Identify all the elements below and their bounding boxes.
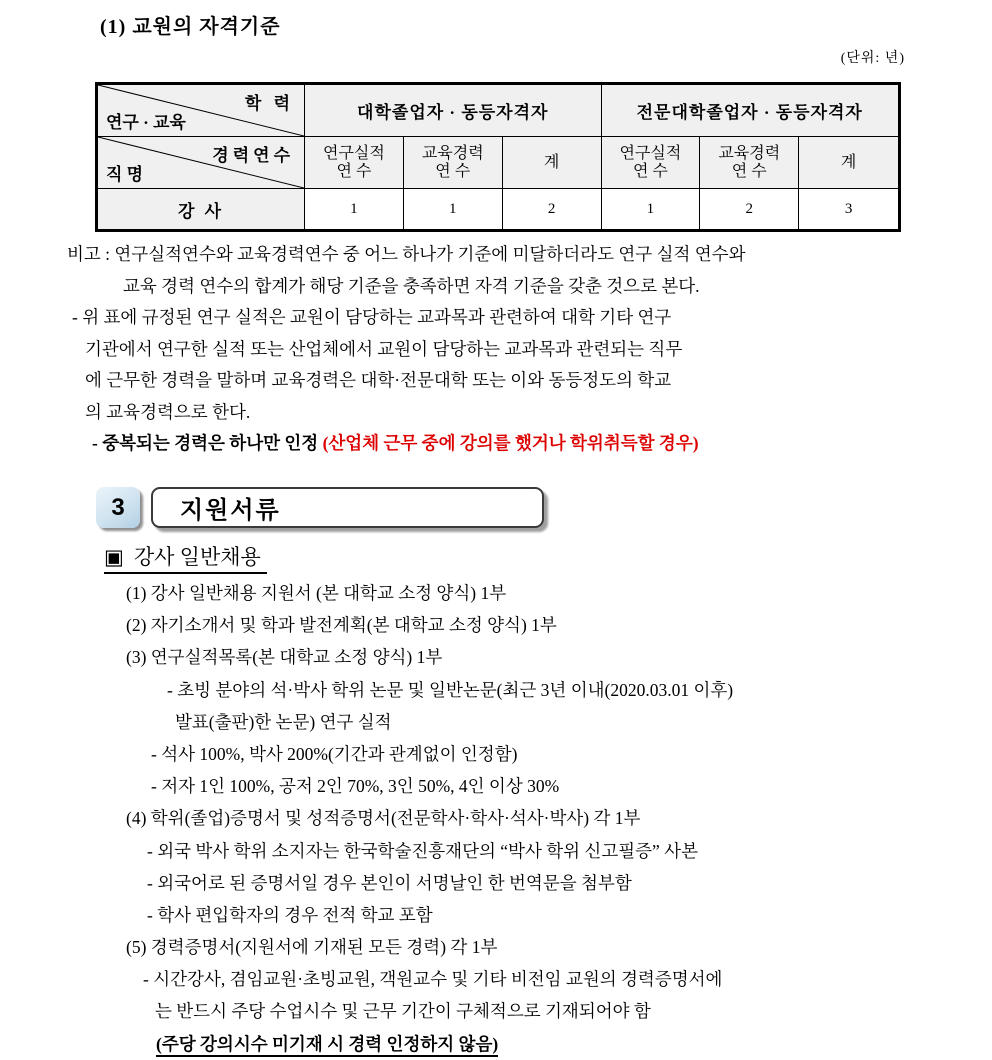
unit-note: (단위: 년) bbox=[840, 51, 905, 66]
subheader-research-years-2 bbox=[602, 137, 701, 189]
corner-label-career-years: 경력연수 bbox=[212, 146, 294, 165]
subsection-heading bbox=[104, 541, 267, 571]
subheader-line: 계 bbox=[840, 153, 857, 171]
note-line-duplicate-career bbox=[0, 428, 992, 460]
table-value: 2 bbox=[700, 189, 799, 229]
subheader-line: 연구실적 bbox=[619, 144, 682, 162]
subheader-line: 연 수 bbox=[632, 162, 668, 180]
subheader-line: 교육경력 bbox=[421, 144, 484, 162]
subheader-line: 연 수 bbox=[336, 162, 372, 180]
document-line: 발표(출판)한 논문) 연구 실적 bbox=[175, 711, 392, 732]
document-line: (3) 연구실적목록(본 대학교 소정 양식) 1부 bbox=[126, 647, 443, 668]
note-red-warning: (산업체 근무 중에 강의를 했거나 학위취득할 경우) bbox=[322, 433, 699, 453]
square-bullet-icon: ▣ bbox=[104, 545, 124, 569]
column-group-college-grad: 전문대학졸업자 · 동등자격자 bbox=[602, 85, 899, 137]
document-line: 는 반드시 주당 수업시수 및 근무 기간이 구체적으로 기재되어야 함 bbox=[155, 1001, 651, 1022]
subheader-education-years-1 bbox=[404, 137, 503, 189]
table-value: 1 bbox=[602, 189, 701, 229]
qualification-table bbox=[95, 82, 901, 232]
corner-label-position: 직 명 bbox=[106, 165, 144, 184]
table-value: 2 bbox=[503, 189, 602, 229]
document-line: - 저자 1인 100%, 공저 2인 70%, 3인 50%, 4인 이상 30% bbox=[151, 776, 560, 797]
corner-label-degree: 학 력 bbox=[244, 94, 294, 113]
subheader-line: 연 수 bbox=[435, 162, 471, 180]
document-line: (5) 경력증명서(지원서에 기재된 모든 경력) 각 1부 bbox=[126, 937, 498, 958]
table-value: 1 bbox=[404, 189, 503, 229]
subheader-research-years-1 bbox=[305, 137, 404, 189]
note-line: 에 근무한 경력을 말하며 교육경력은 대학·전문대학 또는 이와 동등정도의 학교 bbox=[85, 370, 672, 390]
document-line: (1) 강사 일반채용 지원서 (본 대학교 소정 양식) 1부 bbox=[126, 583, 507, 603]
document-line: - 외국어로 된 증명서일 경우 본인이 서명날인 한 번역문을 첨부함 bbox=[147, 872, 632, 893]
document-list bbox=[0, 577, 992, 1060]
document-line: (4) 학위(졸업)증명서 및 성적증명서(전문학사·학사·석사·박사) 각 1부 bbox=[126, 808, 641, 829]
document-line: - 초빙 분야의 석·박사 학위 논문 및 일반논문(최근 3년 이내(2020.03.01 이후) bbox=[167, 679, 734, 700]
subheader-total-1 bbox=[503, 137, 602, 189]
subheader-total-2 bbox=[799, 137, 898, 189]
note-line: 교육 경력 연수의 합계가 해당 기준을 충족하면 자격 기준을 갖춘 것으로 본다. bbox=[123, 275, 700, 296]
note-line: 기관에서 연구한 실적 또는 산업체에서 교원이 담당하는 교과목과 관련되는 직무 bbox=[85, 338, 683, 359]
note-duplicate-career-text: - 중복되는 경력은 하나만 인정 bbox=[92, 433, 323, 453]
subheader-line: 연 수 bbox=[731, 162, 767, 180]
subheader-line: 계 bbox=[543, 153, 560, 171]
row-label-lecturer: 강 사 bbox=[98, 189, 305, 229]
table-value: 3 bbox=[799, 189, 898, 229]
subheader-line: 교육경력 bbox=[718, 144, 781, 162]
document-line: - 외국 박사 학위 소지자는 한국학술진흥재단의 “박사 학위 신고필증” 사본 bbox=[147, 840, 698, 861]
subsection-title: 강사 일반채용 bbox=[133, 545, 261, 569]
section-header-documents bbox=[96, 487, 544, 528]
section-title-box bbox=[151, 487, 544, 528]
page-title: (1) 교원의 자격기준 bbox=[100, 16, 281, 38]
document-line: - 시간강사, 겸임교원·초빙교원, 객원교수 및 기타 비전임 교원의 경력증명서에 bbox=[143, 969, 723, 990]
table-corner-degree bbox=[98, 85, 305, 137]
table-notes bbox=[0, 239, 992, 460]
document-warning-text: (주당 강의시수 미기재 시 경력 인정하지 않음) bbox=[156, 1034, 498, 1057]
note-line: 의 교육경력으로 한다. bbox=[85, 401, 251, 422]
section-number-badge: 3 bbox=[96, 487, 140, 528]
note-line: 비고 : 연구실적연수와 교육경력연수 중 어느 하나가 기준에 미달하더라도 연구 실적 연수와 bbox=[67, 244, 746, 264]
column-group-university-grad: 대학졸업자 · 동등자격자 bbox=[305, 85, 602, 137]
subheader-education-years-2 bbox=[700, 137, 799, 189]
document-line: - 석사 100%, 박사 200%(기간과 관계없이 인정함) bbox=[151, 743, 518, 764]
document-line-warning bbox=[0, 1028, 992, 1060]
note-line: - 위 표에 규정된 연구 실적은 교원이 담당하는 교과목과 관련하여 대학 기타 연구 bbox=[72, 307, 672, 327]
document-line: (2) 자기소개서 및 학과 발전계획(본 대학교 소정 양식) 1부 bbox=[126, 615, 557, 636]
subheader-line: 연구실적 bbox=[323, 144, 385, 162]
corner-label-research-education: 연구 · 교육 bbox=[106, 113, 186, 132]
section-title: 지원서류 bbox=[180, 497, 281, 524]
document-line: - 학사 편입학자의 경우 전적 학교 포함 bbox=[147, 904, 433, 925]
table-corner-career bbox=[98, 137, 305, 189]
table-value: 1 bbox=[305, 189, 404, 229]
